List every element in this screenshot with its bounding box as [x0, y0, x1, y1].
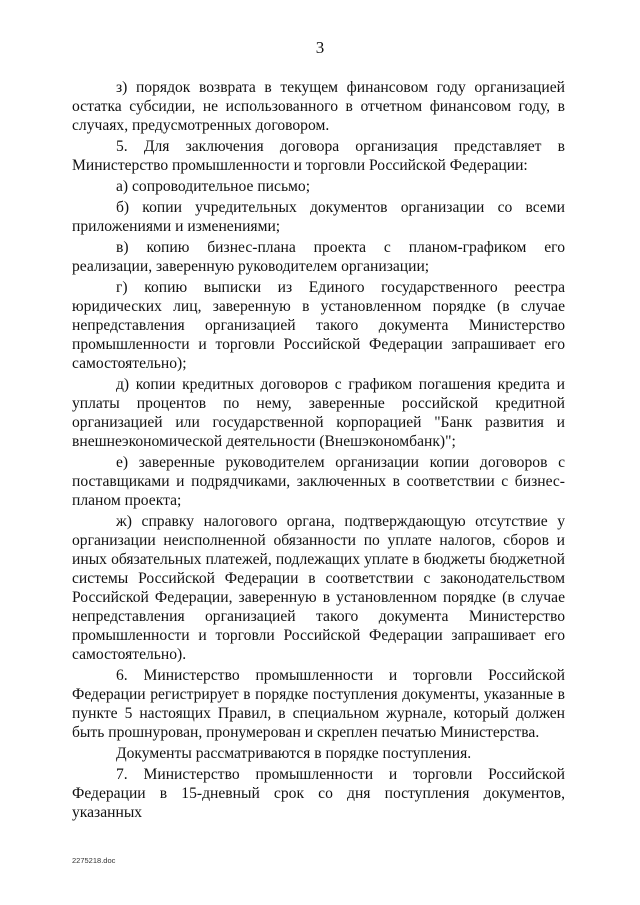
document-body — [72, 78, 565, 824]
paragraph-item-z: з) порядок возврата в текущем финансовом году организацией остатка субсидии, не использованного в отчетном финансовом году, в случаях, предусмотренных договором. — [72, 79, 565, 134]
paragraph-item-a: а) сопроводительное письмо; — [116, 178, 311, 195]
page-number: 3 — [315, 38, 325, 57]
paragraph-clause-6: 6. Министерство промышленности и торговли Российской Федерации регистрирует в порядке поступления документы, указанные в пункте 5 настоящих Правил, в специальном журнале, который должен быть прошнурован, пронумерован и скреплен печатью Министерства. — [72, 667, 565, 741]
paragraph-item-v: в) копию бизнес-плана проекта с планом-графиком его реализации, заверенную руководителем организации; — [72, 239, 565, 275]
paragraph-clause-7: 7. Министерство промышленности и торговли Российской Федерации в 15-дневный срок со дня поступления документов, указанных — [72, 766, 565, 821]
paragraph-item-e: е) заверенные руководителем организации копии договоров с поставщиками и подрядчиками, заключенных в соответствии с бизнес-планом проекта; — [72, 454, 565, 509]
paragraph-clause-5: 5. Для заключения договора организация представляет в Министерство промышленности и торговли Российской Федерации: — [72, 138, 565, 174]
paragraph-item-d: д) копии кредитных договоров с графиком погашения кредита и уплаты процентов по нему, заверенные российской кредитной организацией или государственной корпорацией "Банк развития и внешнеэкономической деятельности (Внешэкономбанк)"; — [72, 376, 565, 450]
footer-filename: 2275218.doc — [72, 856, 116, 865]
paragraph-documents-order: Документы рассматриваются в порядке поступления. — [116, 745, 472, 762]
paragraph-item-b: б) копии учредительных документов организации со всеми приложениями и изменениями; — [72, 199, 565, 235]
paragraph-item-zh: ж) справку налогового органа, подтверждающую отсутствие у организации неисполненной обязанности по уплате налогов, сборов и иных обязательных платежей, подлежащих уплате в бюджеты бюджетной системы Российской Федерации в соответствии с законодательством Российской Федерации, заверенную в установленном порядке (в случае непредставления организацией такого документа Министерство промышленности и торговли Российской Федерации запрашивает его самостоятельно). — [72, 513, 565, 663]
paragraph-item-g: г) копию выписки из Единого государственного реестра юридических лиц, заверенную в установленном порядке (в случае непредставления организацией такого документа Министерство промышленности и торговли Российской Федерации запрашивает его самостоятельно); — [72, 279, 565, 372]
